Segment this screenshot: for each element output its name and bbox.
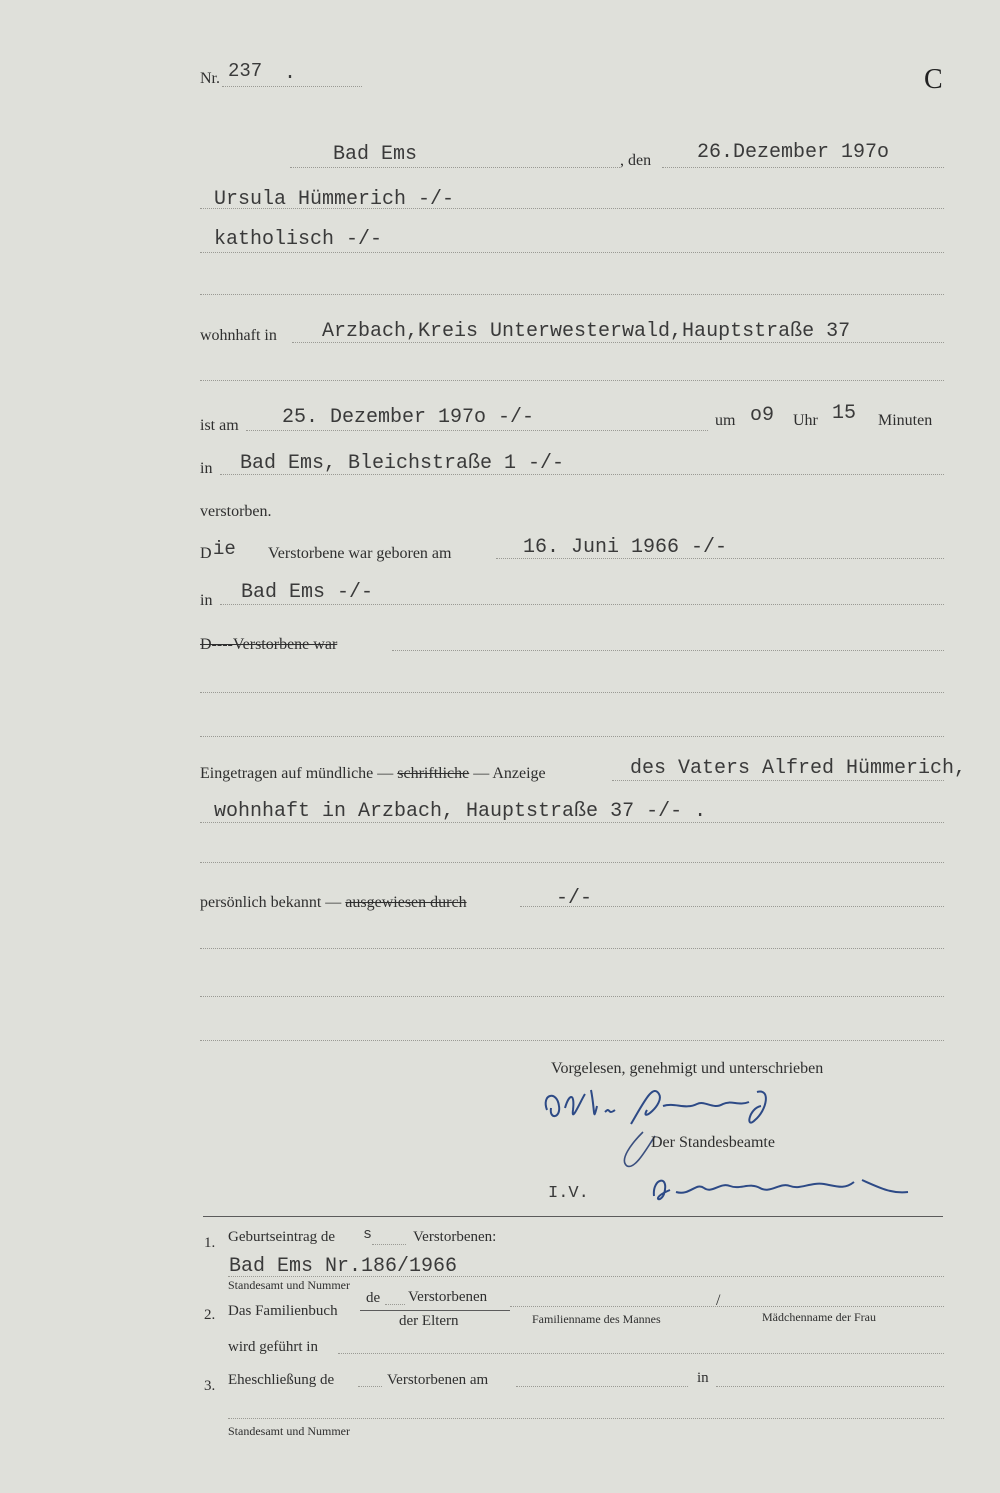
item2-de: de <box>366 1290 381 1306</box>
um-label: um <box>715 412 736 429</box>
item2-eltern: der Eltern <box>399 1313 459 1329</box>
birth-place-value: Bad Ems -/- <box>241 581 374 604</box>
item2-number: 2. <box>204 1307 216 1323</box>
registration-label-struck: schriftliche <box>397 765 470 782</box>
marriage-line-struck: D----Verstorbene war <box>200 636 338 653</box>
item1-label-s: s <box>363 1226 373 1243</box>
nr-dot: . <box>284 62 297 85</box>
father-signature <box>535 1080 795 1170</box>
item1-sub: Standesamt und Nummer <box>228 1278 350 1292</box>
identification-label <box>200 894 467 912</box>
iv-label: I.V. <box>548 1184 589 1203</box>
item3-in: in <box>697 1370 709 1386</box>
deceased-religion: katholisch -/- <box>214 228 383 251</box>
date-line <box>662 167 944 168</box>
identification-label-text: persönlich bekannt — <box>200 894 346 911</box>
item1-label-b: Verstorbenen: <box>413 1229 497 1245</box>
blank-line-1 <box>200 294 944 295</box>
nr-value: 237 <box>228 60 263 82</box>
birth-prefix-ie: ie <box>213 538 236 560</box>
item2-familienname: Familienname des Mannes <box>532 1312 661 1326</box>
identification-value: -/- <box>556 887 593 910</box>
blank-line-3 <box>200 692 944 693</box>
item1-s-line <box>372 1244 406 1245</box>
deceased-name: Ursula Hümmerich -/- <box>214 188 455 211</box>
verstorben-label: verstorben. <box>200 503 272 520</box>
item1-label-a: Geburtseintrag de <box>228 1229 336 1245</box>
item3-sub: Standesamt und Nummer <box>228 1424 350 1438</box>
item2-gefuehrt-line <box>338 1353 944 1354</box>
item3-number: 3. <box>204 1378 216 1394</box>
registration-line-1 <box>612 780 944 781</box>
item2-verstorbenen: Verstorbenen <box>408 1289 488 1305</box>
uhr-label: Uhr <box>793 412 818 429</box>
item3-de-line <box>358 1386 382 1387</box>
item3-line <box>228 1418 944 1419</box>
registration-label <box>200 765 546 783</box>
item2-line <box>510 1306 944 1307</box>
birth-date-line <box>496 558 944 559</box>
identification-line <box>520 906 944 907</box>
birth-label: Verstorbene war geboren am <box>268 545 452 562</box>
registrar-signature <box>640 1168 920 1208</box>
death-date-line <box>246 430 708 431</box>
item1-line <box>228 1276 944 1277</box>
blank-line-4 <box>200 736 944 737</box>
birth-date-value: 16. Juni 1966 -/- <box>523 536 728 559</box>
death-place-line <box>220 474 944 475</box>
place-value: Bad Ems <box>333 143 418 166</box>
name-line <box>200 208 944 209</box>
registration-line-2 <box>200 822 944 823</box>
item1-value: Bad Ems Nr.186/1966 <box>229 1255 458 1278</box>
item2-de-line <box>385 1304 405 1305</box>
registration-value-line2: wohnhaft in Arzbach, Hauptstraße 37 -/- . <box>214 800 707 823</box>
blank-line-8 <box>200 1040 944 1041</box>
item2-fraction-line <box>360 1310 510 1311</box>
place-line <box>290 167 620 168</box>
blank-line-5 <box>200 862 944 863</box>
corner-letter: C <box>924 64 943 95</box>
identification-struck: ausgewiesen durch <box>345 894 467 911</box>
death-minutes: 15 <box>832 402 857 425</box>
item2-slash: / <box>716 1292 721 1309</box>
religion-line <box>200 252 944 253</box>
blank-line-2 <box>200 380 944 381</box>
residence-label: wohnhaft in <box>200 327 277 344</box>
registration-value-line1: des Vaters Alfred Hümmerich, <box>630 757 967 780</box>
blank-line-7 <box>200 996 944 997</box>
read-approved-label: Vorgelesen, genehmigt und unterschrieben <box>551 1060 824 1077</box>
item3-place-line <box>716 1386 944 1387</box>
death-date-value: 25. Dezember 197o -/- <box>282 406 535 429</box>
section-divider <box>203 1216 943 1217</box>
marriage-line <box>392 650 944 651</box>
nr-label: Nr. <box>200 70 220 87</box>
registration-label-end: — Anzeige <box>469 765 546 782</box>
minuten-label: Minuten <box>878 412 933 429</box>
registration-label-start: Eingetragen auf mündliche — <box>200 765 398 782</box>
item3-label-b: Verstorbenen am <box>387 1372 489 1388</box>
death-date-label: ist am <box>200 417 239 434</box>
residence-value: Arzbach,Kreis Unterwesterwald,Hauptstraße 37 <box>322 320 851 343</box>
item2-maedchenname: Mädchenname der Frau <box>762 1310 876 1324</box>
birth-place-label: in <box>200 592 213 609</box>
registrar-label: Der Standesbeamte <box>651 1134 775 1151</box>
residence-line <box>292 342 944 343</box>
death-place-value: Bad Ems, Bleichstraße 1 -/- <box>240 452 565 475</box>
item3-label-a: Eheschließung de <box>228 1372 335 1388</box>
den-label: , den <box>620 152 652 169</box>
item2-gefuehrt: wird geführt in <box>228 1339 318 1355</box>
nr-line <box>222 86 362 87</box>
blank-line-6 <box>200 948 944 949</box>
date-value: 26.Dezember 197o <box>697 141 890 164</box>
birth-place-line <box>220 604 944 605</box>
death-hour: o9 <box>750 404 775 427</box>
death-place-label: in <box>200 460 213 477</box>
item2-label: Das Familienbuch <box>228 1303 338 1319</box>
item1-number: 1. <box>204 1235 216 1251</box>
birth-prefix-d: D <box>200 545 212 562</box>
item3-date-line <box>516 1386 688 1387</box>
